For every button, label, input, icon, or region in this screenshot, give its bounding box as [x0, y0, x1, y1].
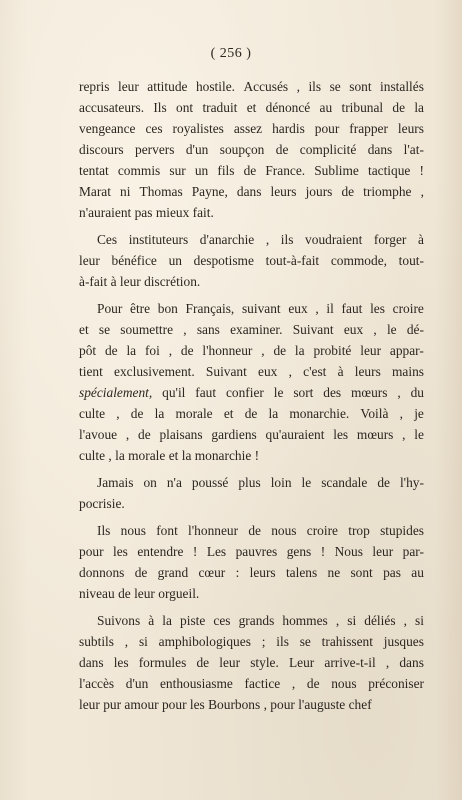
text-line: dans les formules de leur style. Leur arrive-t-il , dans — [79, 655, 424, 670]
text-line: repris leur attitude hostile. Accusés , ils se sont installés — [79, 79, 424, 94]
text-line: spécialement, qu'il faut confier le sort des mœurs , du — [79, 385, 424, 400]
text-line: leur pur amour pour les Bourbons , pour l'auguste chef — [79, 697, 372, 712]
text-line: tient exclusivement. Suivant eux , c'est à leurs mains — [79, 364, 424, 379]
text-line: Pour être bon Français, suivant eux , il faut les croire — [97, 301, 424, 316]
text-line: Marat ni Thomas Payne, dans leurs jours de triomphe , — [79, 184, 424, 199]
text-line: l'avoue , de plaisans gardiens qu'auraient les mœurs , le — [79, 427, 424, 442]
text-line: niveau de leur orgueil. — [79, 586, 200, 601]
text-line: Ils nous font l'honneur de nous croire trop stupides — [97, 523, 424, 538]
text-line: subtils , si amphibologiques ; ils se trahissent jusques — [79, 634, 424, 649]
text-line: vengeance ces royalistes assez hardis pour frapper leurs — [79, 121, 424, 136]
paragraph — [79, 76, 424, 223]
text-line: accusateurs. Ils ont traduit et dénoncé au tribunal de la — [79, 100, 424, 115]
paragraph — [79, 298, 424, 466]
text-line: n'auraient pas mieux fait. — [79, 205, 214, 220]
paragraph — [79, 472, 424, 514]
text-line: Suivons à la piste ces grands hommes , si déliés , si — [97, 613, 424, 628]
text-line: pour les entendre ! Les pauvres gens ! Nous leur par- — [79, 544, 424, 559]
text-line: tentat commis sur un fils de France. Sublime tactique ! — [79, 163, 424, 178]
text-line: l'accès d'un enthousiasme factice , de nous préconiser — [79, 676, 424, 691]
text-line: pôt de la foi , de l'honneur , de la probité leur appar- — [79, 343, 424, 358]
text-line: et se soumettre , sans examiner. Suivant eux , le dé- — [79, 322, 424, 337]
text-line: donnons de grand cœur : leurs talens ne sont pas au — [79, 565, 424, 580]
text-line: pocrisie. — [79, 496, 125, 511]
page-number: ( 256 ) — [210, 46, 252, 61]
text-line: discours pervers d'un soupçon de complicité dans l'at- — [79, 142, 424, 157]
body-text — [79, 76, 424, 715]
paragraph — [79, 229, 424, 292]
text-line: culte , de la morale et de la monarchie. Voilà , je — [79, 406, 424, 421]
text-line: Ces instituteurs d'anarchie , ils voudraient forger à — [97, 232, 424, 247]
paragraph — [79, 610, 424, 715]
text-line: leur bénéfice un despotisme tout-à-fait commode, tout- — [79, 253, 424, 268]
text-line: à-fait à leur discrétion. — [79, 274, 201, 289]
paragraph — [79, 520, 424, 604]
text-line: Jamais on n'a poussé plus loin le scandale de l'hy- — [97, 475, 424, 490]
text-line: culte , la morale et la monarchie ! — [79, 448, 260, 463]
